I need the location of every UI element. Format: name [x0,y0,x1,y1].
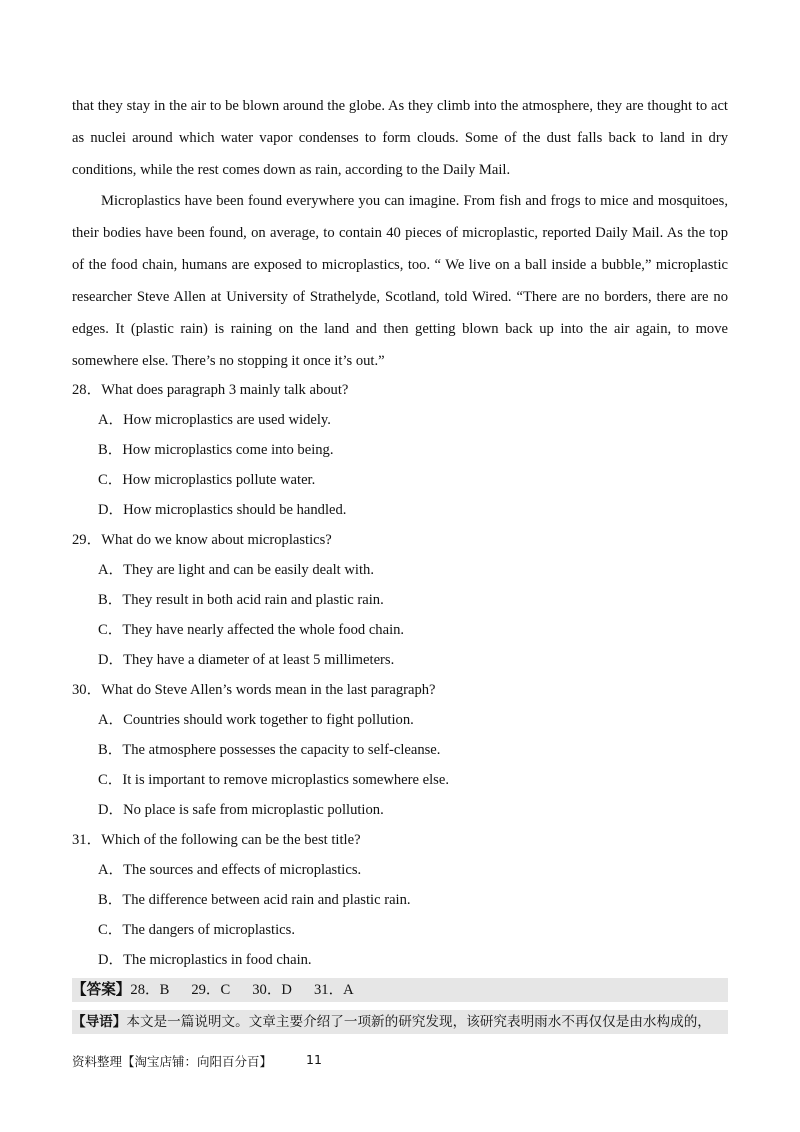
question-31-stem: 31．Which of the following can be the best title? [72,832,361,848]
answer-item: 31．A [313,982,354,998]
page-number: 11 [306,1052,322,1067]
answer-item: 29．C [191,982,231,998]
question-31-option-a: A．The sources and effects of microplastics. [98,862,362,878]
question-30-option-a: A．Countries should work together to fight pollution. [98,712,414,728]
question-29-option-b: B．They result in both acid rain and plastic rain. [98,592,384,608]
question-30-stem: 30．What do Steve Allen’s words mean in the last paragraph? [72,682,436,698]
answer-label: 【答案】 [72,982,131,998]
question-29-stem: 29．What do we know about microplastics? [72,532,332,548]
question-28-stem: 28．What does paragraph 3 mainly talk about? [72,382,349,398]
answer-item: 28．B [130,982,170,998]
question-29-option-a: A．They are light and can be easily dealt with. [98,562,374,578]
question-31-option-c: C．The dangers of microplastics. [98,922,295,938]
guide-text: 本文是一篇说明文。文章主要介绍了一项新的研究发现，该研究表明雨水不再仅仅是由水构成的， [126,1014,711,1030]
question-30-option-d: D．No place is safe from microplastic pollution. [98,802,384,818]
question-28-option-b: B．How microplastics come into being. [98,442,334,458]
question-31-option-d: D．The microplastics in food chain. [98,952,312,968]
guide-label: 【导语】 [72,1014,127,1030]
question-30-option-c: C．It is important to remove microplastics somewhere else. [98,772,449,788]
question-28-option-c: C．How microplastics pollute water. [98,472,316,488]
question-30-option-b: B．The atmosphere possesses the capacity to self-cleanse. [98,742,441,758]
footer-source: 资料整理【淘宝店铺：向阳百分百】 [72,1054,273,1069]
question-29-option-c: C．They have nearly affected the whole food chain. [98,622,405,638]
passage-paragraph-continued: that they stay in the air to be blown around the globe. As they climb into the atmosphere, they are thought to act as nuclei around which water vapor condenses to form clouds. Some of the dust falls back to land in dry conditions, while the rest comes down as rain, according to the Daily Mail. [72,98,728,178]
question-29-option-d: D．They have a diameter of at least 5 millimeters. [98,652,395,668]
answer-line [72,978,354,1002]
answer-item: 30．D [252,982,292,998]
question-28-option-a: A．How microplastics are used widely. [98,412,331,428]
question-28-option-d: D．How microplastics should be handled. [98,502,347,518]
question-31-option-b: B．The difference between acid rain and plastic rain. [98,892,411,908]
passage-paragraph-microplastics: Microplastics have been found everywhere you can imagine. From fish and frogs to mice and mosquitoes, their bodies have been found, on average, to contain 40 pieces of microplastic, reported Daily Mail. As the top of the food chain, humans are exposed to microplastics, too. “ We live on a ball inside a bubble,” microplastic researcher Steve Allen at University of Strathelyde, Scotland, told Wired. “There are no borders, there are no edges. It (plastic rain) is raining on the land and then getting blown back up into the air again, to move somewhere else. There’s no stopping it once it’s out.” [72,193,728,369]
guide-line [72,1010,728,1034]
